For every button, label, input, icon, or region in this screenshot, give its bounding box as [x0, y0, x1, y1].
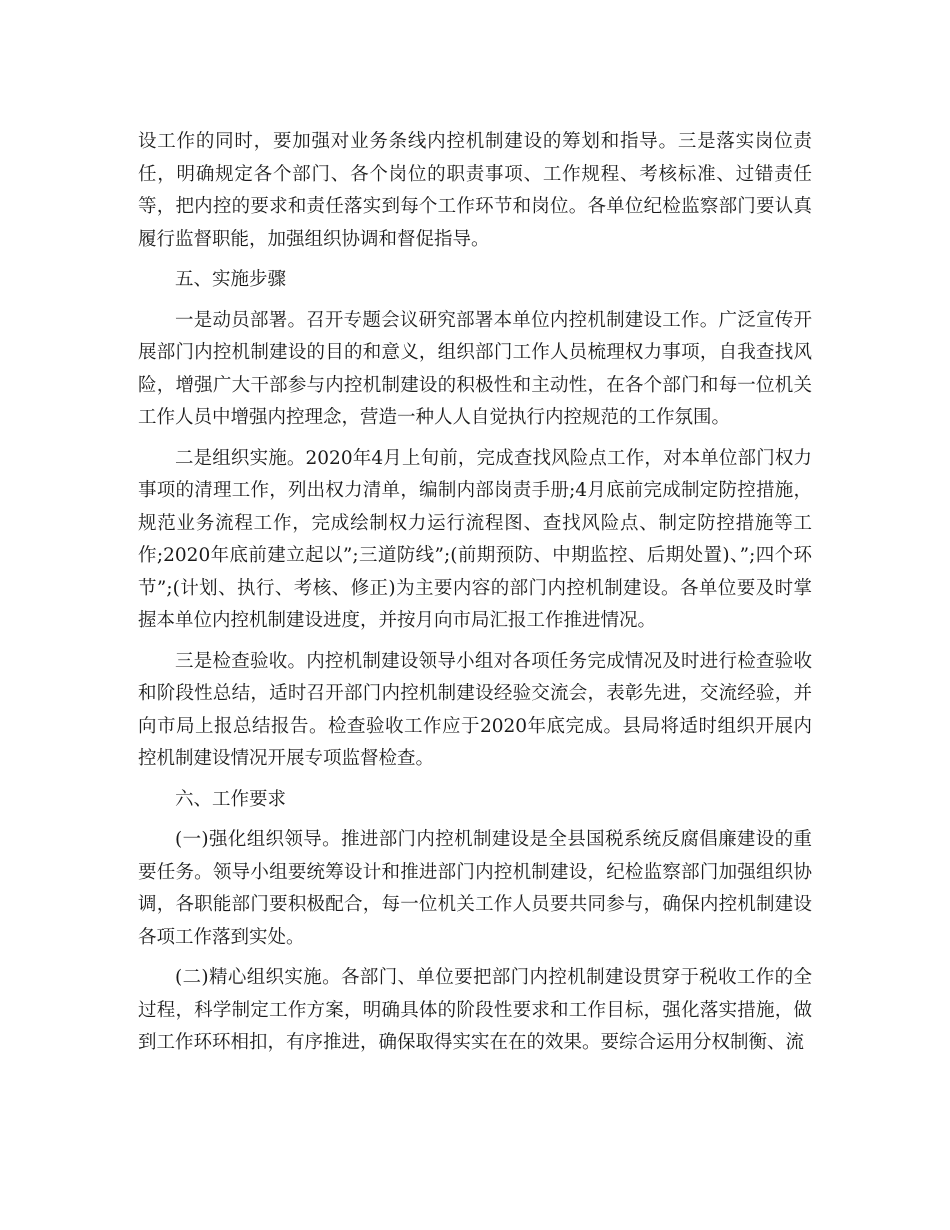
paragraph-strengthen-leadership: (一)强化组织领导。推进部门内控机制建设是全县国税系统反腐倡廉建设的重要任务。领导小组要统筹设计和推进部门内控机制建设，纪检监察部门加强组织协调，各职能部门要积极配合，每一位机关工作人员要共同参与，确保内控机制建设各项工作落到实处。 [138, 829, 812, 948]
document-body [138, 126, 812, 1068]
paragraph-careful-implementation: (二)精心组织实施。各部门、单位要把部门内控机制建设贯穿于税收工作的全过程，科学制定工作方案，明确具体的阶段性要求和工作目标，强化落实措施，做到工作环环相扣，有序推进，确保取得实实在在的效果。要综合运用分权制衡、流 [138, 967, 812, 1053]
paragraph-organize-implementation: 二是组织实施。2020年4月上旬前，完成查找风险点工作，对本单位部门权力事项的清理工作，列出权力清单，编制内部岗责手册;4月底前完成制定防控措施，规范业务流程工作，完成绘制权力运行流程图、查找风险点、制定防控措施等工作;2020年底前建立起以”;三道防线”;(前期预防、中期监控、后期处置)、”;四个环节”;(计划、执行、考核、修正)为主要内容的部门内控机制建设。各单位要及时掌握本单位内控机制建设进度，并按月向市局汇报工作推进情况。 [138, 447, 812, 631]
paragraph-mobilization: 一是动员部署。召开专题会议研究部署本单位内控机制建设工作。广泛宣传开展部门内控机制建设的目的和意义，组织部门工作人员梳理权力事项，自我查找风险，增强广大干部参与内控机制建设的积极性和主动性，在各个部门和每一位机关工作人员中增强内控理念，营造一种人人自觉执行内控规范的工作氛围。 [138, 309, 812, 428]
section-heading-implementation-steps: 五、实施步骤 [175, 269, 287, 290]
paragraph-inspection-acceptance: 三是检查验收。内控机制建设领导小组对各项任务完成情况及时进行检查验收和阶段性总结，适时召开部门内控机制建设经验交流会，表彰先进，交流经验，并向市局上报总结报告。检查验收工作应于2020年底完成。县局将适时组织开展内控机制建设情况开展专项监督检查。 [138, 650, 812, 769]
paragraph-continued: 设工作的同时，要加强对业务条线内控机制建设的筹划和指导。三是落实岗位责任，明确规定各个部门、各个岗位的职责事项、工作规程、考核标准、过错责任等，把内控的要求和责任落实到每个工作环节和岗位。各单位纪检监察部门要认真履行监督职能，加强组织协调和督促指导。 [138, 131, 812, 250]
section-heading-work-requirements: 六、工作要求 [175, 788, 287, 810]
